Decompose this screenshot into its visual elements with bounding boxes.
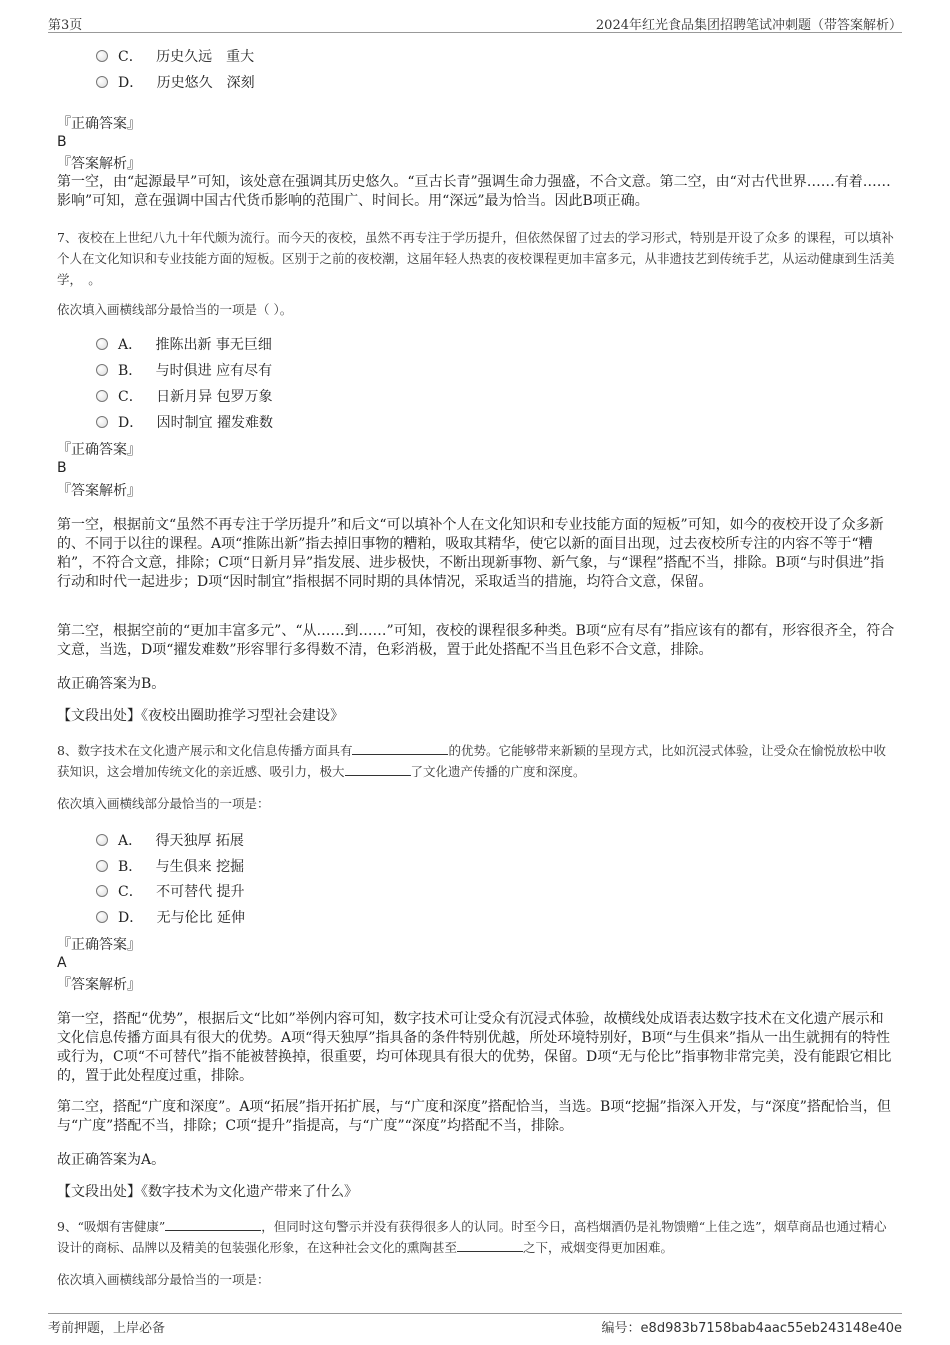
- q7-analysis-p1: 第一空，根据前文“虽然不再专注于学历提升”和后文“可以填补个人在文化知识和专业技能方面的短板”可知，如今的夜校开设了众多新的、不同于以往的课程。A项“推陈出新”指去掉旧事物的糟粕，吸取其精华，使它以新的面目出现，过去夜校所专注的内容不等于“糟粕”，不符合文意，排除；C项“日新月异”指发展、进步极快，不断出现新事物、新气象，与“课程”搭配不当，排除。B项“与时俱进”指行动和时代一起进步；D项“因时制宜”指根据不同时期的具体情况，采取适当的措施，均符合文意，保留。: [57, 517, 885, 590]
- q6-option-d[interactable]: D． 历史悠久 深刻: [96, 73, 255, 93]
- radio-icon[interactable]: [96, 885, 108, 897]
- blank-2: [345, 762, 411, 776]
- page-number: 第3页: [48, 18, 83, 33]
- q6-answer: B: [57, 134, 67, 150]
- radio-icon[interactable]: [96, 338, 108, 350]
- q8-option-d[interactable]: D． 无与伦比 延伸: [96, 908, 245, 928]
- q8-stem: 8、数字技术在文化遗产展示和文化信息传播方面具有 的优势。它能够带来新颖的呈现方式，比如沉浸式体验，让受众在愉悦放松中收获知识，这会增加传统文化的亲近感、吸引力，极大 了文化遗产传播的广度和深度。: [57, 743, 886, 779]
- q7-prompt: 依次填入画横线部分最恰当的一项是（ ）。: [57, 302, 293, 317]
- q6-answer-label: 『正确答案』: [57, 116, 141, 132]
- q6-analysis: 第一空，由“起源最早”可知，该处意在强调其历史悠久。“亘古长青”强调生命力强盛，不合文意。第二空，由“对古代世界……有着……影响”可知，意在强调中国古代货币影响的范围广、时间长。用“深远”最为恰当。因此B项正确。: [57, 174, 891, 209]
- q8-option-a[interactable]: A． 得天独厚 拓展: [96, 831, 244, 851]
- radio-icon[interactable]: [96, 76, 108, 88]
- radio-icon[interactable]: [96, 50, 108, 62]
- q9-stem: 9、“吸烟有害健康” ，但同时这句警示并没有获得很多人的认同。时至今日，高档烟酒仍是礼物馈赠“上佳之选”，烟草商品也通过精心设计的商标、品牌以及精美的包装强化形象，在这种社会文化的熏陶甚至 之下，戒烟变得更加困难。: [57, 1219, 887, 1255]
- radio-icon[interactable]: [96, 416, 108, 428]
- q7-source: 【文段出处】《夜校出圈助推学习型社会建设》: [57, 708, 344, 724]
- radio-icon[interactable]: [96, 364, 108, 376]
- q7-analysis-p3: 故正确答案为B。: [57, 676, 166, 692]
- document-title: 2024年红光食品集团招聘笔试冲刺题（带答案解析）: [595, 18, 902, 33]
- page-footer: [48, 1313, 902, 1334]
- q7-option-a[interactable]: A． 推陈出新 事无巨细: [96, 335, 272, 355]
- q9-prompt: 依次填入画横线部分最恰当的一项是：: [57, 1272, 270, 1287]
- q8-prompt: 依次填入画横线部分最恰当的一项是：: [57, 796, 270, 811]
- q8-analysis-label: 『答案解析』: [57, 977, 141, 993]
- footer-slogan: 考前押题，上岸必备: [48, 1321, 166, 1336]
- q7-option-d[interactable]: D． 因时制宜 擢发难数: [96, 413, 273, 433]
- q7-option-c[interactable]: C． 日新月异 包罗万象: [96, 387, 273, 407]
- q8-option-b[interactable]: B． 与生俱来 挖掘: [96, 857, 244, 877]
- q6-analysis-label: 『答案解析』: [57, 156, 141, 172]
- radio-icon[interactable]: [96, 860, 108, 872]
- radio-icon[interactable]: [96, 834, 108, 846]
- q7-analysis-p2: 第二空，根据空前的“更加丰富多元”、“从……到……”可知，夜校的课程很多种类。B项“应有尽有”指应该有的都有，形容很齐全，符合文意，当选，D项“擢发难数”形容罪行多得数不清，色彩消极，置于此处搭配不当且色彩不合文意，排除。: [57, 623, 895, 658]
- q8-analysis-p1: 第一空，搭配“优势”，根据后文“比如”举例内容可知，数字技术可让受众有沉浸式体验，故横线处成语表达数字技术在文化遗产展示和文化信息传播方面具有很大的优势。A项“得天独厚”指具备的条件特别优越，所处环境特别好，B项“与生俱来”指从一出生就拥有的特性或行为，C项“不可替代”指不能被替换掉，很重要，均可体现具有很大的优势，保留。D项“无与伦比”指事物非常完美，没有能跟它相比的，置于此处程度过重，排除。: [57, 1011, 892, 1084]
- page-header: [48, 14, 902, 33]
- q7-answer-label: 『正确答案』: [57, 442, 141, 458]
- blank-1: [165, 1217, 261, 1231]
- q8-source: 【文段出处】《数字技术为文化遗产带来了什么》: [57, 1184, 358, 1200]
- blank-1: [352, 741, 448, 755]
- blank-2: [457, 1238, 523, 1252]
- q8-answer-label: 『正确答案』: [57, 937, 141, 953]
- q7-answer: B: [57, 460, 67, 476]
- q8-analysis-p2: 第二空，搭配“广度和深度”。A项“拓展”指开拓扩展，与“广度和深度”搭配恰当，当选。B项“挖掘”指深入开发，与“深度”搭配恰当，但与“广度”搭配不当，排除；C项“提升”指提高，与“广度”“深度”均搭配不当，排除。: [57, 1099, 891, 1134]
- q8-option-c[interactable]: C． 不可替代 提升: [96, 882, 245, 902]
- radio-icon[interactable]: [96, 390, 108, 402]
- q6-option-c[interactable]: C． 历史久远 重大: [96, 47, 254, 67]
- q7-option-b[interactable]: B． 与时俱进 应有尽有: [96, 361, 272, 381]
- radio-icon[interactable]: [96, 911, 108, 923]
- q8-analysis-p3: 故正确答案为A。: [57, 1152, 166, 1168]
- q8-answer: A: [57, 955, 67, 971]
- q7-stem: 7、夜校在上世纪八九十年代颇为流行。而今天的夜校，虽然不再专注于学历提升，但依然保留了过去的学习形式，特别是开设了众多 的课程，可以填补个人在文化知识和专业技能方面的短板。区别于之前的夜校潮，这届年轻人热衷的夜校课程更加丰富多元，从非遗技艺到传统手艺，从运动健康到生活美学， 。: [57, 230, 895, 287]
- document-code: 编号：e8d983b7158bab4aac55eb243148e40e: [601, 1321, 902, 1336]
- q7-analysis-label: 『答案解析』: [57, 483, 141, 499]
